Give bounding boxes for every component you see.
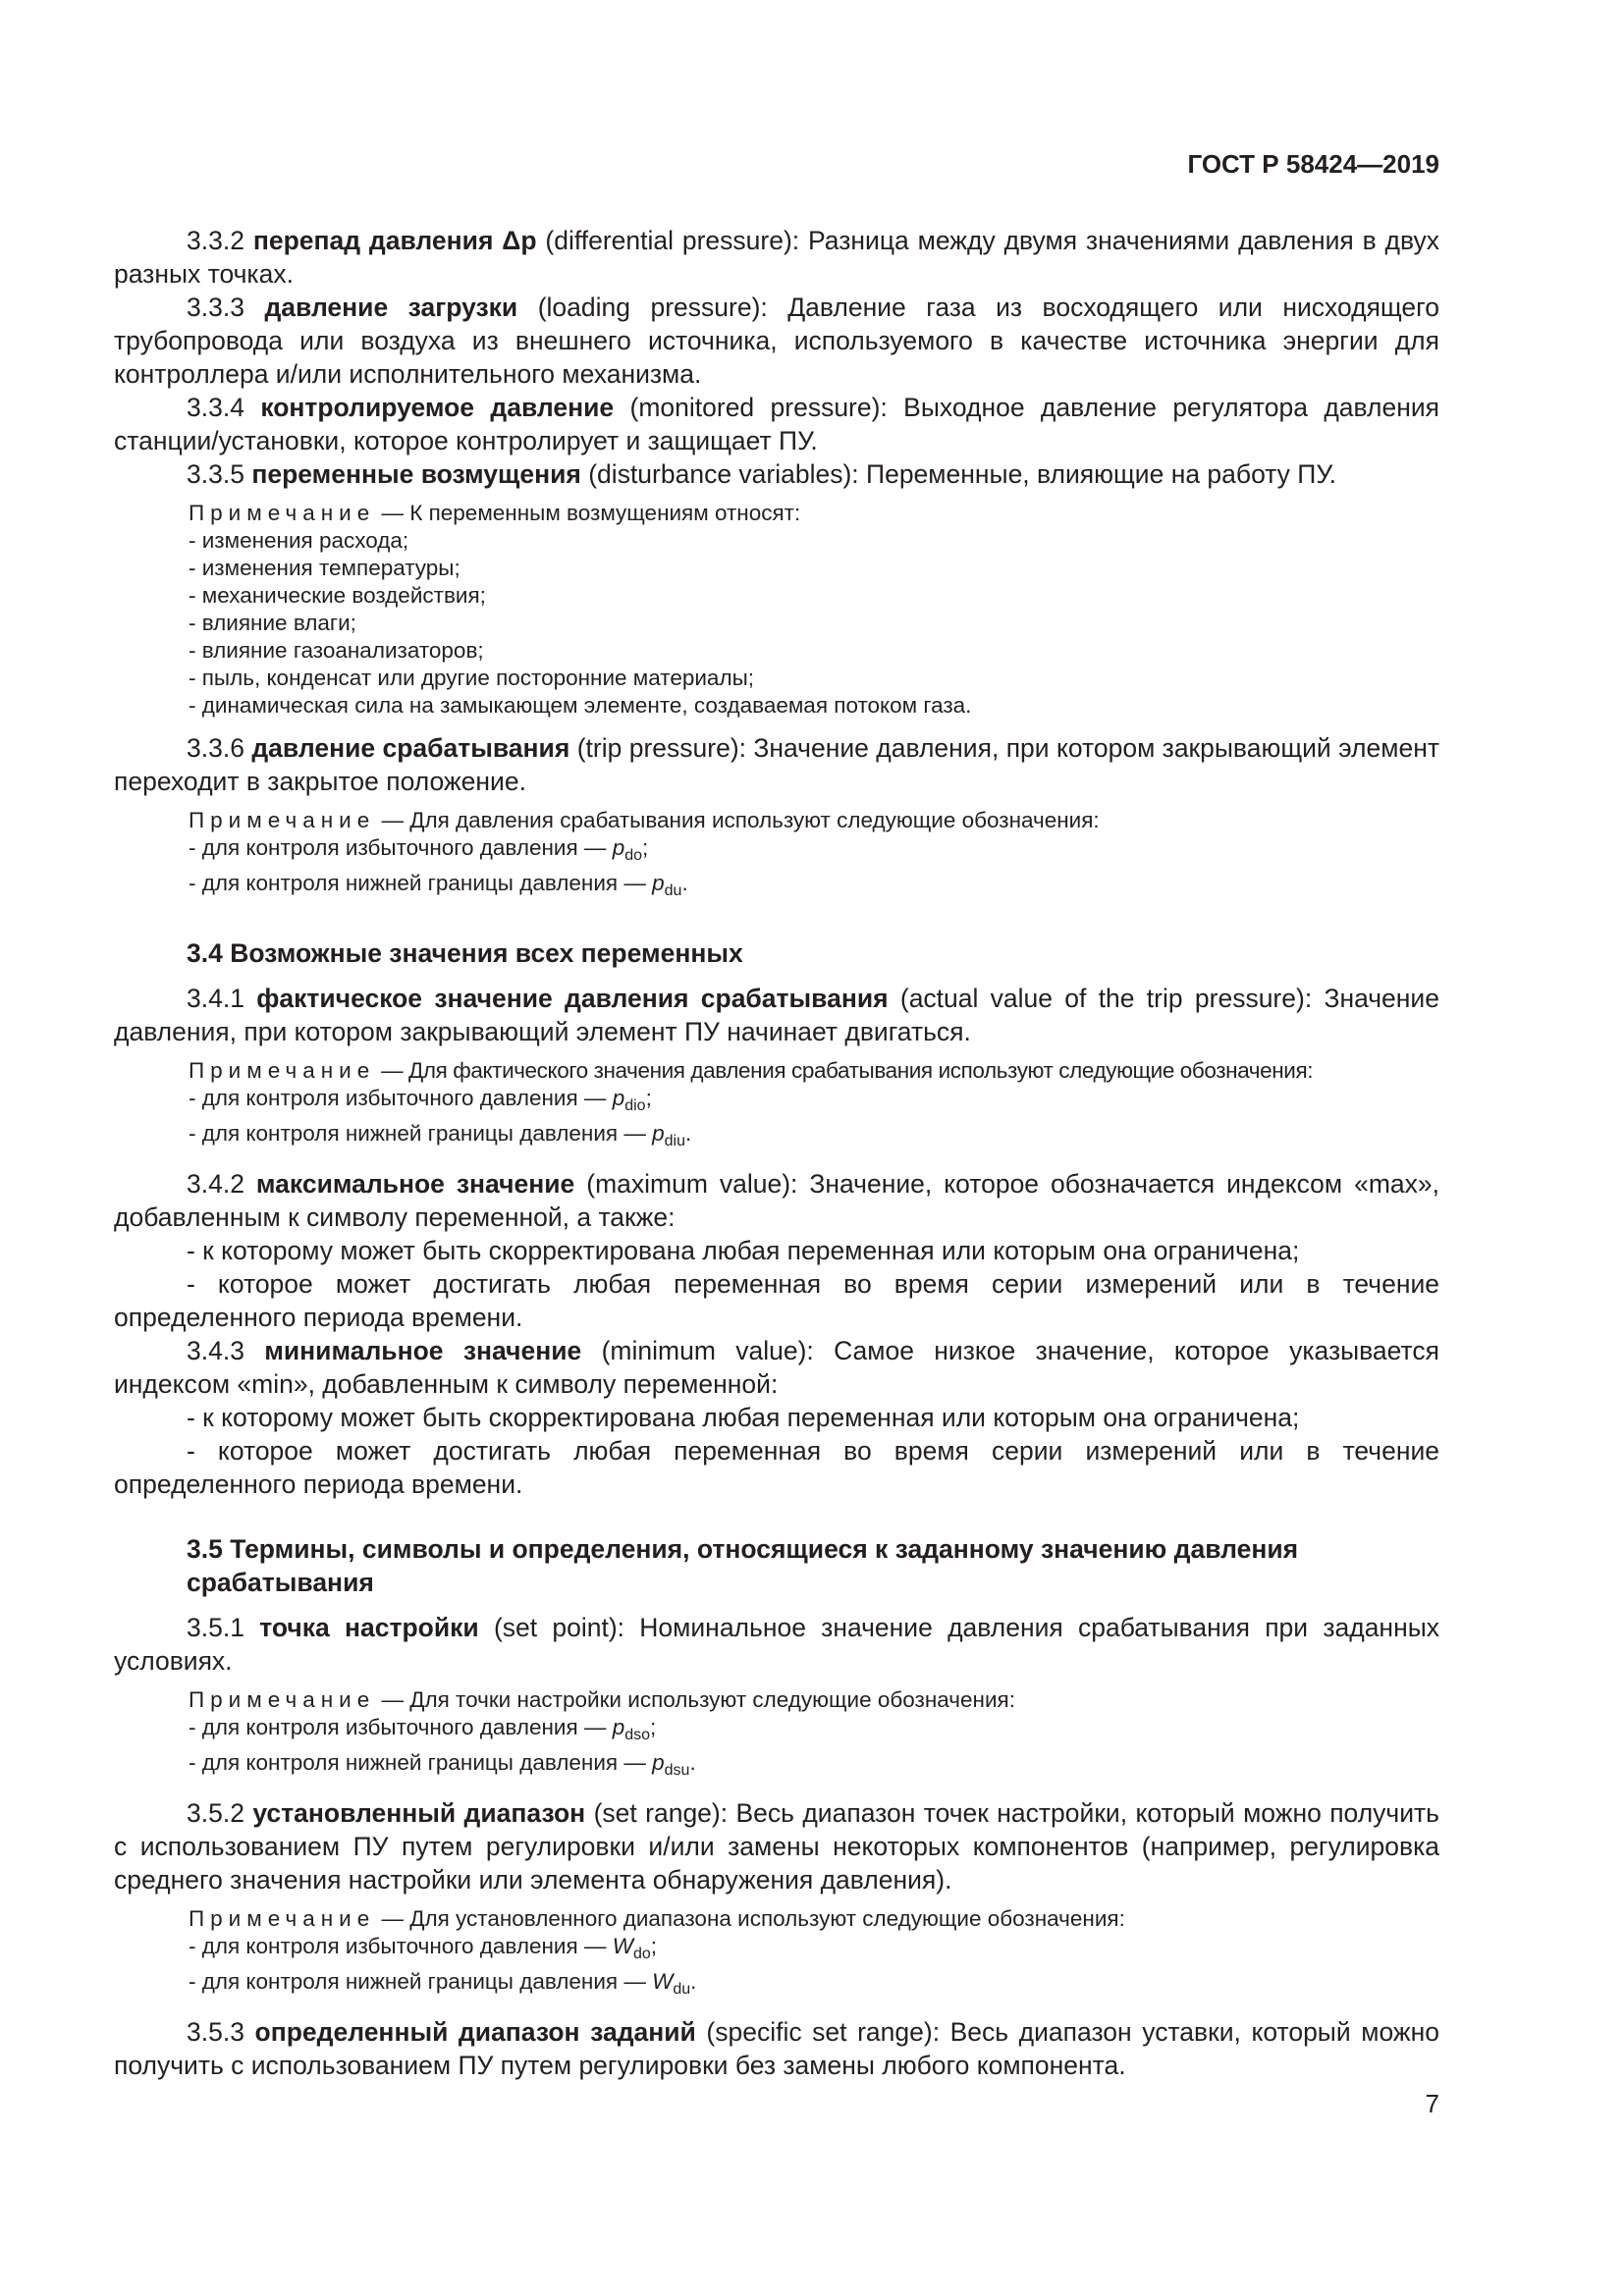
clause-3-3-5: 3.3.5 переменные возмущения (disturbance variables): Переменные, влияющие на работу ПУ.	[187, 459, 1337, 489]
note-label: Примечание	[189, 808, 376, 832]
clause-3-5-1: 3.5.1 точка настройки (set point): Номинальное значение давления срабатывания при заданных условиях.	[114, 1613, 1439, 1676]
note-3-5-2: Примечание — Для установленного диапазона используют следующие обозначения: - для контроля избыточного давления — $W_{do}$; - для контроля нижней границы давления — $W_{du}$.	[114, 1905, 1439, 2003]
clause-3-5-2: 3.5.2 установленный диапазон (set range): Весь диапазон точек настройки, который можно получить с использованием ПУ путем регулировки и/или замены некоторых компонентов (например, регулировка среднего значения настройки или элемента обнаружения давления).	[114, 1798, 1439, 1895]
list-item: - к которому может быть скорректирована любая переменная или которым она ограничена;	[187, 1236, 1300, 1265]
list-item: - изменения расхода;	[189, 528, 409, 553]
clause-3-5-3: 3.5.3 определенный диапазон заданий (specific set range): Весь диапазон уставки, который можно получить с использованием ПУ путем регулировки без замены любого компонента.	[114, 2017, 1439, 2080]
page-content	[114, 224, 1439, 2082]
list-item: - для контроля избыточного давления — $W_{do}$;	[189, 1934, 657, 1962]
note-3-3-5: Примечание — К переменным возмущениям относят: - изменения расхода; - изменения температуры; - механические воздействия; - влияние влаги; - влияние газоанализаторов; - пыль, конденсат или другие посторонние материалы; - динамическая сила на замыкающем элементе, создаваемая потоком газа.	[114, 500, 1439, 720]
note-label: Примечание	[189, 501, 376, 525]
section-heading-3-5: 3.5 Термины, символы и определения, относящиеся к заданному значению давления срабатывания	[187, 1534, 1299, 1597]
list-item: - для контроля нижней границы давления — $W_{du}$.	[189, 1969, 697, 1998]
clause-3-3-3: 3.3.3 давление загрузки (loading pressure): Давление газа из восходящего или нисходящего трубопровода или воздуха из внешнего источника, используемого в качестве источника энергии для контроллера и/или исполнительного механизма.	[114, 293, 1439, 389]
note-3-4-1: Примечание — Для фактического значения давления срабатывания используют следующие обозначения: - для контроля избыточного давления — $p_{dio}$; - для контроля нижней границы давления — $p_{diu}$.	[114, 1057, 1439, 1155]
list-item: - для контроля избыточного давления — $p_{do}$;	[189, 835, 649, 864]
clause-3-3-4: 3.3.4 контролируемое давление (monitored pressure): Выходное давление регулятора давления станции/установки, которое контролирует и защищает ПУ.	[114, 393, 1439, 455]
list-item: - механические воздействия;	[189, 583, 486, 608]
note-label: Примечание	[189, 1906, 376, 1931]
note-3-3-6: Примечание — Для давления срабатывания используют следующие обозначения: - для контроля избыточного давления — $p_{do}$; - для контроля нижней границы давления — $p_{du}$.	[114, 807, 1439, 905]
section-heading-3-4: 3.4 Возможные значения всех переменных	[187, 938, 743, 968]
list-item: - для контроля нижней границы давления — $p_{du}$.	[189, 871, 688, 899]
note-label: Примечание	[189, 1687, 376, 1712]
clause-3-4-3: 3.4.3 минимальное значение (minimum value): Самое низкое значение, которое указывается индексом «min», добавленным к символу переменной:	[114, 1336, 1439, 1399]
document-header: ГОСТ Р 58424—2019	[1187, 149, 1439, 179]
list-item: - для контроля нижней границы давления — $p_{dsu}$.	[189, 1750, 696, 1779]
note-label: Примечание	[189, 1058, 376, 1083]
list-item: - для контроля нижней границы давления — $p_{diu}$.	[189, 1121, 692, 1149]
clause-3-3-2: 3.3.2 перепад давления Δр (differential pressure): Разница между двумя значениями давления в двух разных точках.	[114, 226, 1439, 289]
list-item: - изменения температуры;	[189, 556, 460, 580]
list-item: - для контроля избыточного давления — $p_{dio}$;	[189, 1086, 652, 1114]
list-item: - пыль, конденсат или другие посторонние материалы;	[189, 666, 755, 690]
list-item: - которое может достигать любая переменная во время серии измерений или в течение определенного периода времени.	[114, 1269, 1439, 1332]
clause-3-4-2: 3.4.2 максимальное значение (maximum value): Значение, которое обозначается индексом «max», добавленным к символу переменной, а также:	[114, 1169, 1439, 1232]
page-number: 7	[1425, 2089, 1439, 2118]
clause-3-3-6: 3.3.6 давление срабатывания (trip pressure): Значение давления, при котором закрывающий элемент переходит в закрытое положение.	[114, 733, 1439, 796]
list-item: - для контроля избыточного давления — $p_{dso}$;	[189, 1715, 657, 1743]
clause-3-4-1: 3.4.1 фактическое значение давления срабатывания (actual value of the trip pressure): Значение давления, при котором закрывающий элемент ПУ начинает двигаться.	[114, 984, 1439, 1046]
list-item: - влияние влаги;	[189, 611, 356, 635]
note-3-5-1: Примечание — Для точки настройки используют следующие обозначения: - для контроля избыточного давления — $p_{dso}$; - для контроля нижней границы давления — $p_{dsu}$.	[114, 1686, 1439, 1785]
list-item: - к которому может быть скорректирована любая переменная или которым она ограничена;	[187, 1403, 1300, 1432]
list-item: - влияние газоанализаторов;	[189, 638, 484, 663]
list-item: - динамическая сила на замыкающем элементе, создаваемая потоком газа.	[189, 693, 972, 718]
list-item: - которое может достигать любая переменная во время серии измерений или в течение определенного периода времени.	[114, 1436, 1439, 1499]
